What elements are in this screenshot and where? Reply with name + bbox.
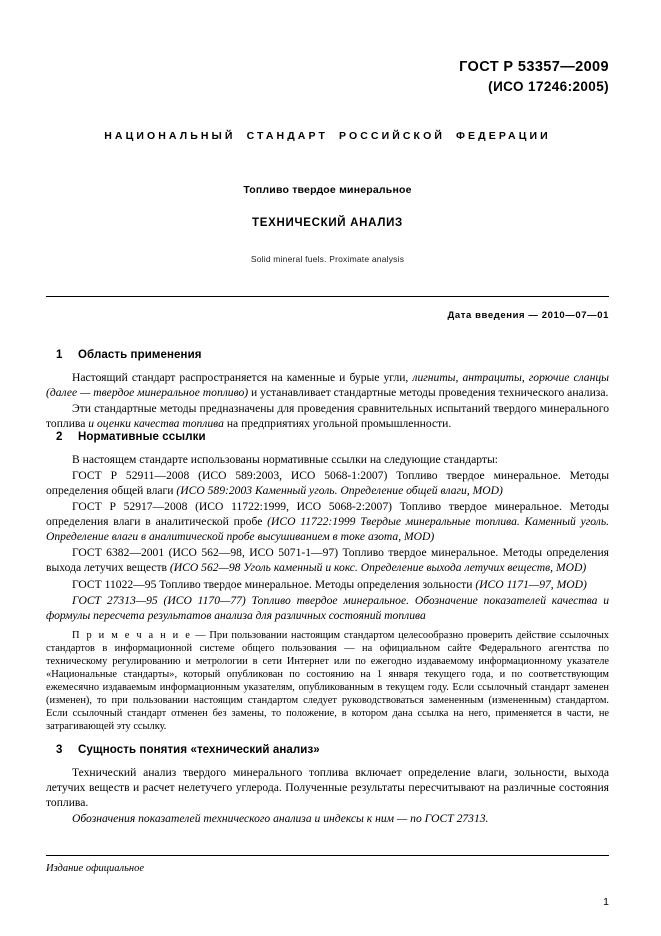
note-text: — При пользовании настоящим стандартом целесообразно проверить действие ссылочных стандартов в информационной системе общего пользования — на официальном сайте Федерального агентства по техническому регулированию и метрологии в сети Интернет или по ежегодно издаваемому информационному указателе «Национальные стандарты», который опубликован по состоянию на 1 января текущего года, и по соответствующим ежемесячно издаваемым информационным указателям, опубликованным в текущем году. Если ссылочный стандарт заменен (изменен), то при пользовании настоящим стандартом следует руководствоваться замененным (измененным) стандартом. Если ссылочный стандарт отменен без замены, то положение, в котором дана ссылка на него, применяется в части, не затрагивающей эту ссылку. bbox=[46, 629, 609, 733]
official-edition-label: Издание официальное bbox=[46, 863, 145, 874]
footer-divider bbox=[46, 855, 609, 856]
page-title: ТЕХНИЧЕСКИЙ АНАЛИЗ bbox=[252, 216, 403, 229]
page-number: 1 bbox=[603, 896, 609, 908]
page-footer bbox=[46, 855, 609, 874]
title-object: Топливо твердое минеральное bbox=[243, 183, 412, 196]
paragraph-1-2: Эти стандартные методы предназначены для проведения сравнительных испытаний твердого минерального топлива и оценки качества топлива на предприятиях угольной промышленности. bbox=[46, 401, 609, 430]
section-title-2: Нормативные ссылки bbox=[78, 431, 206, 444]
standard-code: ГОСТ Р 53357—2009 bbox=[459, 59, 609, 75]
title-block bbox=[46, 184, 609, 264]
section-heading-3 bbox=[46, 744, 609, 756]
paragraph-2-5: ГОСТ 11022—95 Топливо твердое минеральное. Методы определения зольности (ИСО 1171—97, MOD) bbox=[72, 577, 587, 591]
title-english: Solid mineral fuels. Proximate analysis bbox=[250, 253, 405, 264]
introduction-date: Дата введения — 2010—07—01 bbox=[447, 309, 609, 321]
national-standard-line: НАЦИОНАЛЬНЫЙ СТАНДАРТ РОССИЙСКОЙ ФЕДЕРАЦИИ bbox=[104, 129, 551, 142]
section-number-1: 1 bbox=[56, 348, 63, 361]
section-number-2: 2 bbox=[56, 431, 63, 444]
section-title-3: Сущность понятия «технический анализ» bbox=[78, 743, 320, 756]
section-number-3: 3 bbox=[56, 743, 63, 756]
paragraph-3-1: Технический анализ твердого минерального топлива включает определение влаги, зольности, выхода летучих веществ и расчет нелетучего углерода. Полученные результаты пересчитывают на различные состояния топлива. bbox=[46, 765, 609, 810]
paragraph-2-6: ГОСТ 27313—95 (ИСО 1170—77) Топливо твердое минеральное. Обозначение показателей качества и формулы пересчета результатов анализа для различных состояний топлива bbox=[46, 593, 609, 622]
note-paragraph bbox=[46, 629, 609, 734]
standard-header bbox=[46, 58, 609, 96]
iso-reference: (ИСО 17246:2005) bbox=[488, 78, 609, 94]
section-heading-1 bbox=[46, 349, 609, 361]
paragraph-2-1: В настоящем стандарте использованы нормативные ссылки на следующие стандарты: bbox=[72, 453, 498, 467]
paragraph-2-4: ГОСТ 6382—2001 (ИСО 562—98, ИСО 5071-1—97) Топливо твердое минеральное. Методы определения выхода летучих веществ (ИСО 562—98 Уголь каменный и кокс. Определение выхода летучих веществ, MOD) bbox=[46, 546, 609, 575]
note-label: П р и м е ч а н и е bbox=[72, 629, 192, 641]
paragraph-1-1: Настоящий стандарт распространяется на каменные и бурые угли, лигниты, антрациты, горючие сланцы (далее — твердое минеральное топливо) и устанавливает стандартные методы проведения технического анализа. bbox=[46, 370, 609, 399]
section-heading-2 bbox=[46, 431, 609, 443]
paragraph-3-2: Обозначения показателей технического анализа и индексы к ним — по ГОСТ 27313. bbox=[72, 812, 489, 826]
document-body bbox=[46, 349, 609, 826]
section-title-1: Область применения bbox=[78, 348, 202, 361]
horizontal-divider bbox=[46, 296, 609, 297]
paragraph-2-3: ГОСТ Р 52917—2008 (ИСО 11722:1999, ИСО 5068-2:2007) Топливо твердое минеральное. Методы определения влаги в аналитической пробе (ИСО 11722:1999 Твердые минеральные топлива. Каменный уголь. Определение влаги в аналитической пробе высушиванием в токе азота, MOD) bbox=[46, 500, 609, 544]
paragraph-2-2: ГОСТ Р 52911—2008 (ИСО 589:2003, ИСО 5068-1:2007) Топливо твердое минеральное. Методы определения общей влаги (ИСО 589:2003 Каменный уголь. Определение общей влаги, MOD) bbox=[46, 469, 609, 498]
